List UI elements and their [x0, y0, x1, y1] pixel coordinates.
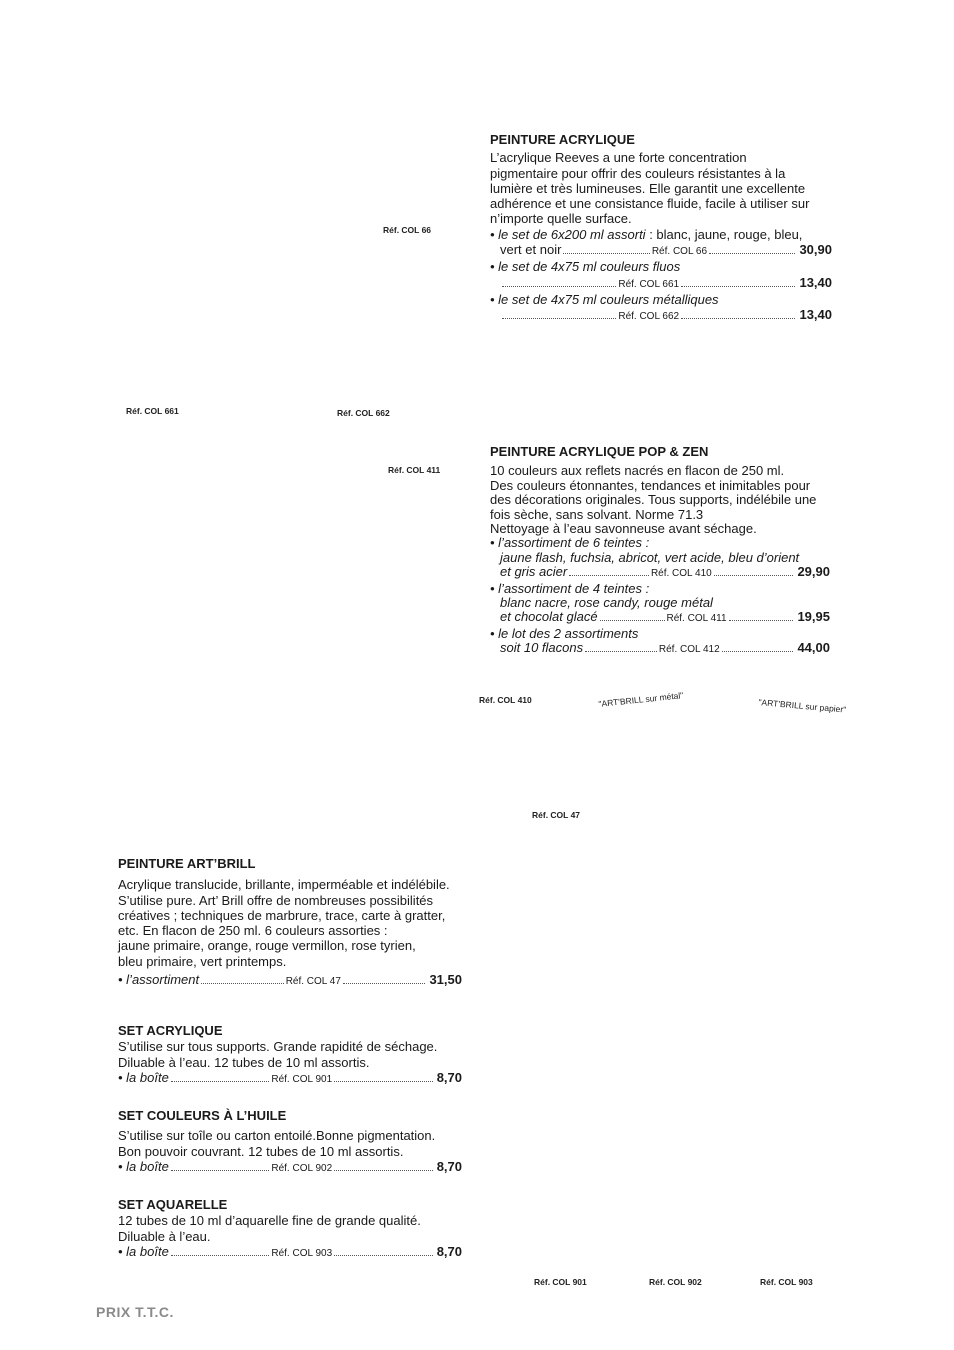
description-line: S’utilise pure. Art’ Brill offre de nombreuses possibilités — [118, 892, 434, 908]
item-price: 44,00 — [797, 640, 830, 656]
item-label: • le set de 4x75 ml couleurs fluos — [490, 259, 681, 275]
leader-dots — [502, 286, 616, 287]
description-line: Des couleurs étonnantes, tendances et inimitables pour — [490, 477, 811, 493]
leader-dots — [201, 983, 284, 984]
leader-dots — [714, 575, 794, 576]
item-ref: Réf. COL 411 — [666, 613, 727, 625]
item-label: • l’assortiment de 4 teintes : — [490, 580, 650, 596]
item-label: • la boîte — [118, 1243, 169, 1259]
description-line: lumière et très lumineuses. Elle garantit une excellente — [490, 180, 806, 196]
caption-col-411: Réf. COL 411 — [388, 465, 441, 475]
item-ref: Réf. COL 66 — [651, 246, 708, 258]
item-ref: Réf. COL 410 — [650, 568, 712, 580]
leader-dots — [563, 253, 649, 254]
section-description — [118, 1213, 462, 1244]
leader-dots — [171, 1081, 270, 1082]
caption-col-47: Réf. COL 47 — [532, 810, 581, 820]
caption-col-66: Réf. COL 66 — [383, 225, 432, 235]
item-price: 31,50 — [429, 972, 462, 988]
leader-dots — [171, 1170, 270, 1171]
item-ref: Réf. COL 47 — [285, 976, 341, 988]
leader-dots — [600, 620, 665, 621]
section-title: PEINTURE ART’BRILL — [118, 856, 256, 871]
item-colors: jaune flash, fuchsia, abricot, vert acide, bleu d’orient — [500, 549, 800, 565]
item-price: 19,95 — [797, 609, 830, 625]
item-price: 13,40 — [799, 307, 833, 323]
section-art-brill — [118, 856, 462, 989]
leader-dots — [729, 620, 794, 621]
description-line: Bon pouvoir couvrant. 12 tubes de 10 ml assortis. — [118, 1143, 404, 1159]
leader-dots — [334, 1081, 433, 1082]
item-label-extra: : blanc, jaune, rouge, bleu, — [645, 226, 803, 242]
item-label: • le lot des 2 assortiments — [490, 625, 639, 641]
description-line: Acrylique translucide, brillante, imperméable et indélébile. — [118, 877, 450, 893]
description-line: 12 tubes de 10 ml d’aquarelle fine de grande qualité. — [118, 1213, 421, 1229]
caption-artbrill-metal: "ART'BRILL sur métal" — [598, 690, 684, 709]
description-line: fois sèche, sans solvant. Norme 71.3 — [490, 506, 704, 522]
item-label: • la boîte — [118, 1158, 169, 1174]
item-ref: Réf. COL 662 — [618, 311, 680, 323]
leader-dots — [681, 318, 795, 319]
description-line: créatives ; techniques de marbrure, trace, carte à gratter, — [118, 907, 446, 923]
section-peinture-acrylique — [490, 132, 832, 325]
item-continuation: et gris acier — [500, 564, 568, 580]
leader-dots — [681, 286, 795, 287]
section-description — [118, 1128, 462, 1159]
caption-col-901: Réf. COL 901 — [534, 1277, 587, 1287]
product-item — [118, 1244, 462, 1261]
description-line: adhérence et une consistance fluide, facile à utiliser sur — [490, 196, 810, 212]
product-item — [490, 627, 830, 658]
product-item — [490, 536, 830, 581]
item-label: • l’assortiment de 6 teintes : — [490, 535, 650, 551]
leader-dots — [334, 1255, 433, 1256]
description-line: L’acrylique Reeves a une forte concentration — [490, 150, 747, 166]
description-line: S’utilise sur toîle ou carton entoilé.Bonne pigmentation. — [118, 1128, 436, 1144]
description-line: Diluable à l’eau. 12 tubes de 10 ml assortis. — [118, 1054, 370, 1070]
section-set-acrylique — [118, 1023, 462, 1087]
caption-col-902: Réf. COL 902 — [649, 1277, 702, 1287]
description-line: pigmentaire pour offrir des couleurs résistantes à la — [490, 165, 786, 181]
section-title: SET AQUARELLE — [118, 1197, 228, 1212]
leader-dots — [569, 575, 649, 576]
price-note-footer: PRIX T.T.C. — [96, 1304, 174, 1320]
leader-dots — [722, 651, 794, 652]
product-item — [118, 972, 462, 989]
caption-col-410: Réf. COL 410 — [479, 695, 532, 705]
item-price: 30,90 — [799, 242, 832, 258]
leader-dots — [334, 1170, 433, 1171]
item-ref: Réf. COL 902 — [271, 1162, 333, 1174]
section-description — [118, 877, 462, 969]
item-price: 8,70 — [436, 1158, 462, 1174]
caption-col-661: Réf. COL 661 — [126, 406, 179, 416]
section-title: SET COULEURS À L’HUILE — [118, 1108, 287, 1123]
item-continuation: vert et noir — [500, 242, 562, 258]
leader-dots — [343, 983, 426, 984]
section-description — [490, 464, 830, 536]
caption-artbrill-papier: "ART'BRILL sur papier" — [758, 697, 847, 715]
leader-dots — [502, 318, 616, 319]
description-line: bleu primaire, vert printemps. — [118, 953, 287, 969]
product-item — [118, 1070, 462, 1087]
item-price: 29,90 — [797, 564, 830, 580]
product-item — [490, 227, 832, 260]
leader-dots — [171, 1255, 270, 1256]
item-price: 8,70 — [436, 1243, 462, 1259]
product-item — [490, 292, 832, 325]
description-line: des décorations originales. Tous supports, indélébile une — [490, 492, 817, 508]
product-item — [490, 259, 832, 292]
section-set-aquarelle — [118, 1197, 462, 1261]
section-description — [118, 1039, 462, 1070]
description-line: S’utilise sur tous supports. Grande rapidité de séchage. — [118, 1039, 438, 1055]
description-line: Nettoyage à l’eau savonneuse avant séchage. — [490, 521, 757, 537]
item-ref: Réf. COL 412 — [658, 644, 720, 656]
item-colors: blanc nacre, rose candy, rouge métal — [500, 595, 713, 611]
item-ref: Réf. COL 661 — [618, 278, 680, 290]
section-title: PEINTURE ACRYLIQUE — [490, 132, 635, 147]
description-line: n’importe quelle surface. — [490, 211, 632, 227]
leader-dots — [585, 651, 657, 652]
product-item — [118, 1159, 462, 1176]
item-ref: Réf. COL 901 — [271, 1073, 333, 1085]
item-continuation: et chocolat glacé — [500, 609, 598, 625]
item-continuation: soit 10 flacons — [500, 640, 584, 656]
item-label: • le set de 6x200 ml assorti — [490, 226, 646, 242]
section-pop-zen — [490, 445, 830, 658]
description-line: jaune primaire, orange, rouge vermillon, rose tyrien, — [118, 938, 416, 954]
item-label: • le set de 4x75 ml couleurs métalliques — [490, 291, 719, 307]
item-price: 13,40 — [799, 274, 833, 290]
item-label: • l’assortiment — [118, 972, 200, 988]
product-item — [490, 582, 830, 627]
description-line: 10 couleurs aux reflets nacrés en flacon de 250 ml. — [490, 463, 785, 479]
section-description — [490, 150, 832, 226]
item-label: • la boîte — [118, 1069, 169, 1085]
caption-col-662: Réf. COL 662 — [337, 408, 390, 418]
item-price: 8,70 — [436, 1069, 462, 1085]
section-title: SET ACRYLIQUE — [118, 1023, 223, 1038]
section-set-huile — [118, 1108, 462, 1176]
section-title: PEINTURE ACRYLIQUE POP & ZEN — [490, 444, 709, 459]
leader-dots — [709, 253, 795, 254]
item-ref: Réf. COL 903 — [271, 1247, 333, 1259]
description-line: etc. En flacon de 250 ml. 6 couleurs assorties : — [118, 923, 388, 939]
description-line: Diluable à l’eau. — [118, 1228, 211, 1244]
caption-col-903: Réf. COL 903 — [760, 1277, 813, 1287]
